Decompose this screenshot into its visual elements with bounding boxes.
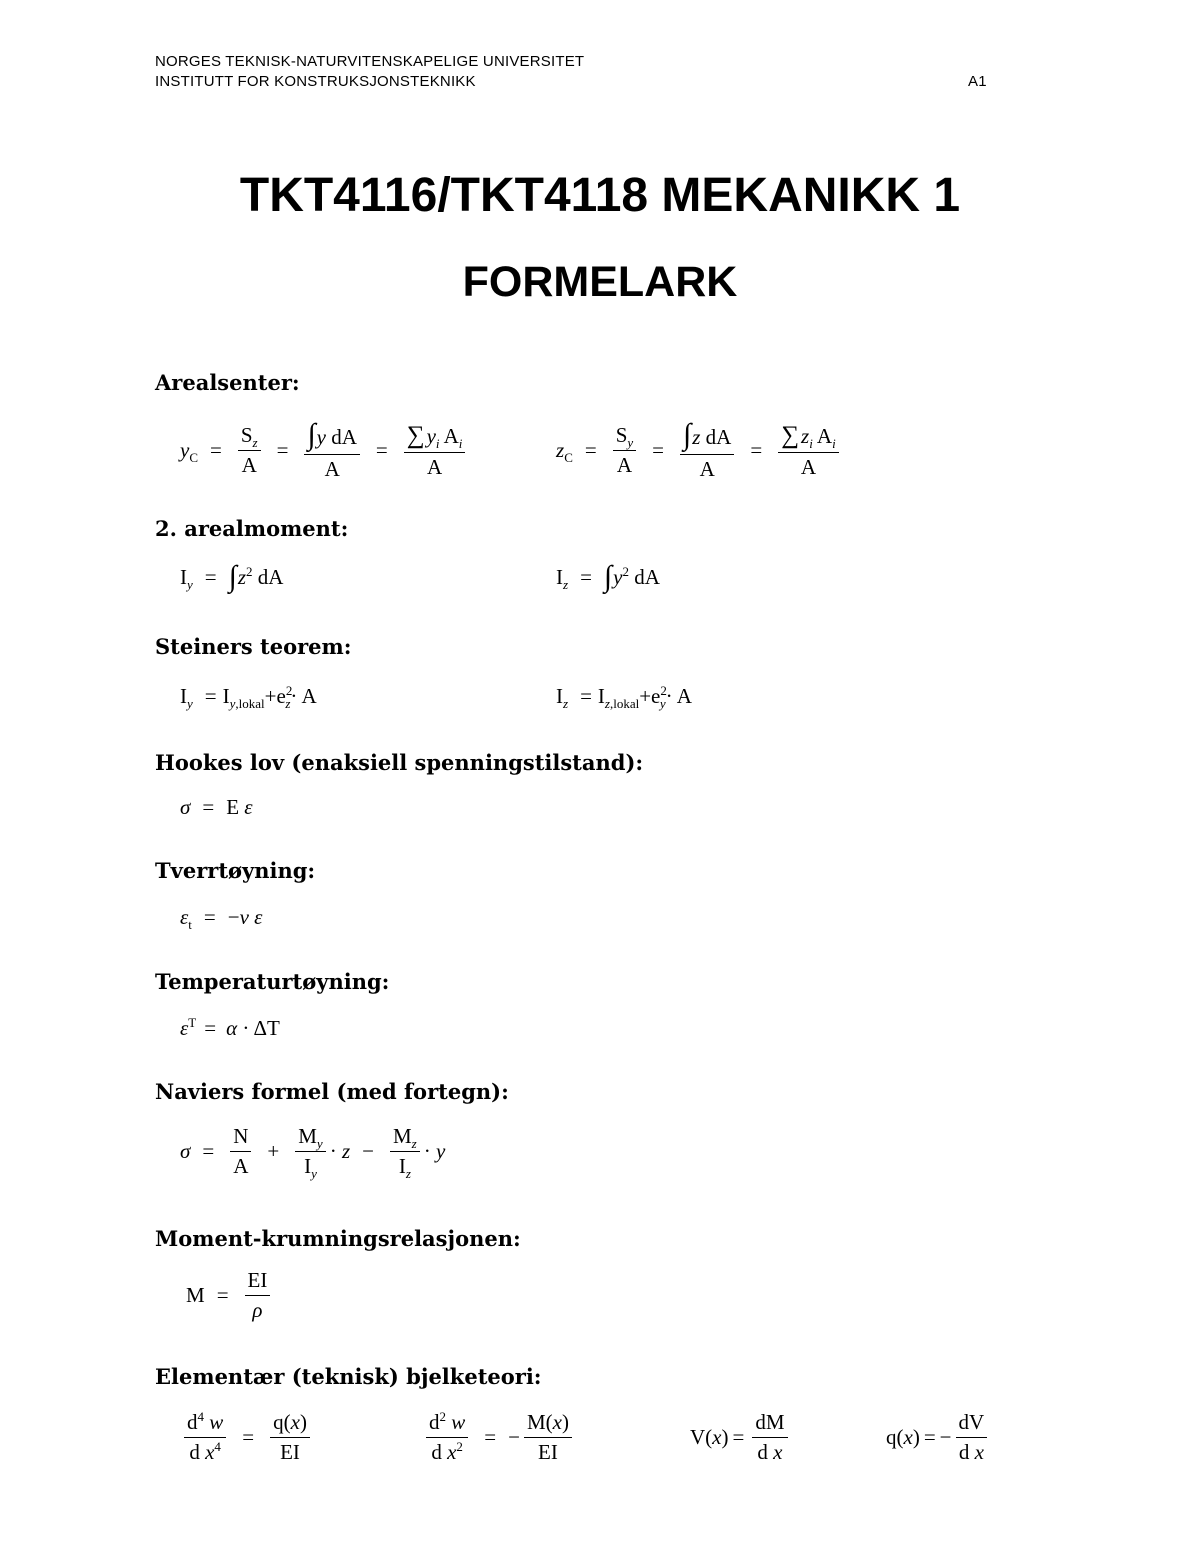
navier-formula: σ = $\frac{N}{A}$ + $\frac{M_y}{I_y}$ · z − $\frac{M_z}{I_z}$ · y <box>180 1124 446 1182</box>
beam-deflection-4th-order-formula: $\frac{d^4 w}{d x^4}$ = $\frac{q(x)}{EI}$ <box>180 1412 314 1463</box>
section-moment: Moment-krumningsrelasjonen: <box>155 1226 521 1251</box>
institute-name: INSTITUTT FOR KONSTRUKSJONSTEKNIKK <box>155 73 476 90</box>
section-navier: Naviers formel (med fortegn): <box>155 1079 509 1104</box>
hooke-formula: σ = E ε <box>180 795 253 819</box>
moment-iy-formula: $I_y$ = ∫ $z^2$ dA <box>180 560 284 593</box>
thermal-strain-formula: $\varepsilon^T$ = α · ΔT <box>180 1015 280 1040</box>
course-title: TKT4116/TKT4118 MEKANIKK 1 <box>239 169 961 222</box>
moment-curvature-formula: M = $\frac{EI}{\rho}$ <box>186 1270 274 1321</box>
section-hooke: Hookes lov (enaksiell spenningstilstand): <box>155 750 644 775</box>
university-name: NORGES TEKNISK-NATURVITENSKAPELIGE UNIVERSITET <box>155 53 585 70</box>
section-steiner: Steiners teorem: <box>155 634 352 659</box>
distributed-load-formula: q(x) = − $\frac{dV}{\text{d x}}$ <box>886 1412 991 1463</box>
section-tverr: Tverrtøyning: <box>155 858 316 883</box>
page-label: A1 <box>968 73 987 90</box>
centroid-y-formula: $y_C$ = $\frac{S_z}{A}$ = $\frac{\text{∫y dA}}{A}$ = $\frac{\sum y_i A_i}{A}$ <box>180 420 469 480</box>
section-arealmoment: 2. arealmoment: <box>155 516 349 541</box>
page-subtitle: FORMELARK <box>462 258 738 306</box>
section-bjelke: Elementær (teknisk) bjelketeori: <box>155 1364 542 1389</box>
centroid-z-formula: $z_C$ = $\frac{S_y}{A}$ = $\frac{\text{∫z dA}}{A}$ = $\frac{\sum z_i A_i}{A}$ <box>556 420 843 480</box>
steiner-iy-formula: $I_y$ = $I_{y,lokal}+e^2_z\cdot A$ <box>180 683 317 712</box>
section-arealsenter: Arealsenter: <box>155 370 300 395</box>
section-temp: Temperaturtøyning: <box>155 969 390 994</box>
beam-deflection-2nd-order-formula: $\frac{d^2 w}{d x^2}$ = − $\frac{M(x)}{EI}$ <box>422 1412 576 1463</box>
steiner-iz-formula: $I_z$ = $I_{z,lokal}+e^2_y\cdot A$ <box>556 683 692 712</box>
shear-force-formula: V(x) = $\frac{dM}{\text{d x}}$ <box>690 1412 792 1463</box>
transverse-strain-formula: $\varepsilon_t$ = −ν ε <box>180 905 263 933</box>
moment-iz-formula: $I_z$ = ∫ $y^2$ dA <box>556 560 660 593</box>
